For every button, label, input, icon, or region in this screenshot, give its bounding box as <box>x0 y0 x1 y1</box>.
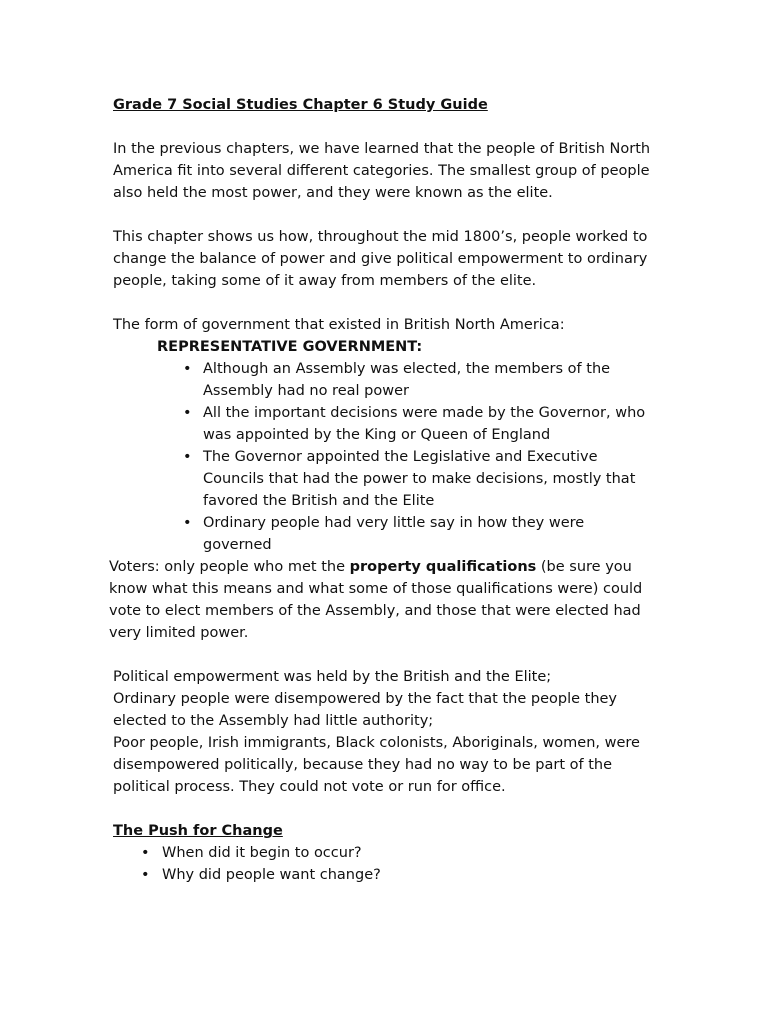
list-item-text: Although an Assembly was elected, the members of the Assembly had no real power <box>203 361 611 399</box>
voters-text-end: (be sure you know what this means and what some of those qualifications were) could vote to elect members of the Assembly, and those that were elected had very limited power. <box>109 559 643 641</box>
property-qualifications-term: property qualifications <box>349 559 537 575</box>
bullet-icon: • <box>183 405 192 421</box>
list-item-text: When did it begin to occur? <box>162 845 362 861</box>
chapter-paragraph: This chapter shows us how, throughout the mid 1800’s, people worked to change the balance of power and give political empowerment to ordinary people, taking some of it away from members of the elite. <box>113 229 648 289</box>
voters-text-start: Voters: only people who met the <box>109 559 350 575</box>
empowerment-line: Political empowerment was held by the British and the Elite; <box>113 669 552 685</box>
empowerment-block <box>113 666 653 798</box>
list-item <box>113 864 653 886</box>
list-item <box>113 446 653 512</box>
empowerment-line: Ordinary people were disempowered by the fact that the people they elected to the Assembly had little authority; <box>113 691 618 729</box>
bullet-icon: • <box>141 867 150 883</box>
voters-paragraph <box>109 556 653 644</box>
representative-government-heading: REPRESENTATIVE GOVERNMENT: <box>157 339 423 355</box>
list-item-text: The Governor appointed the Legislative and Executive Councils that had the power to make decisions, mostly that favored the British and the Elite <box>203 449 636 509</box>
bullet-icon: • <box>141 845 150 861</box>
list-item <box>113 512 653 556</box>
push-for-change-heading: The Push for Change <box>113 823 283 839</box>
bullet-icon: • <box>183 515 192 531</box>
document-title: Grade 7 Social Studies Chapter 6 Study Guide <box>113 97 488 113</box>
bullet-icon: • <box>183 361 192 377</box>
list-item-text: Ordinary people had very little say in how they were governed <box>203 515 585 553</box>
list-item <box>113 358 653 402</box>
document-content <box>109 94 653 886</box>
list-item <box>113 842 653 864</box>
empowerment-line: Poor people, Irish immigrants, Black colonists, Aboriginals, women, were disempowered politically, because they had no way to be part of the political process. They could not vote or run for office. <box>113 735 640 795</box>
intro-paragraph: In the previous chapters, we have learned that the people of British North America fit into several different categories. The smallest group of people also held the most power, and they were known as the elite. <box>113 141 651 201</box>
representative-government-list <box>113 358 653 556</box>
bullet-icon: • <box>183 449 192 465</box>
list-item-text: All the important decisions were made by the Governor, who was appointed by the King or Queen of England <box>203 405 646 443</box>
push-for-change-list <box>113 842 653 886</box>
government-form-intro: The form of government that existed in British North America: <box>113 317 565 333</box>
list-item-text: Why did people want change? <box>162 867 381 883</box>
list-item <box>113 402 653 446</box>
